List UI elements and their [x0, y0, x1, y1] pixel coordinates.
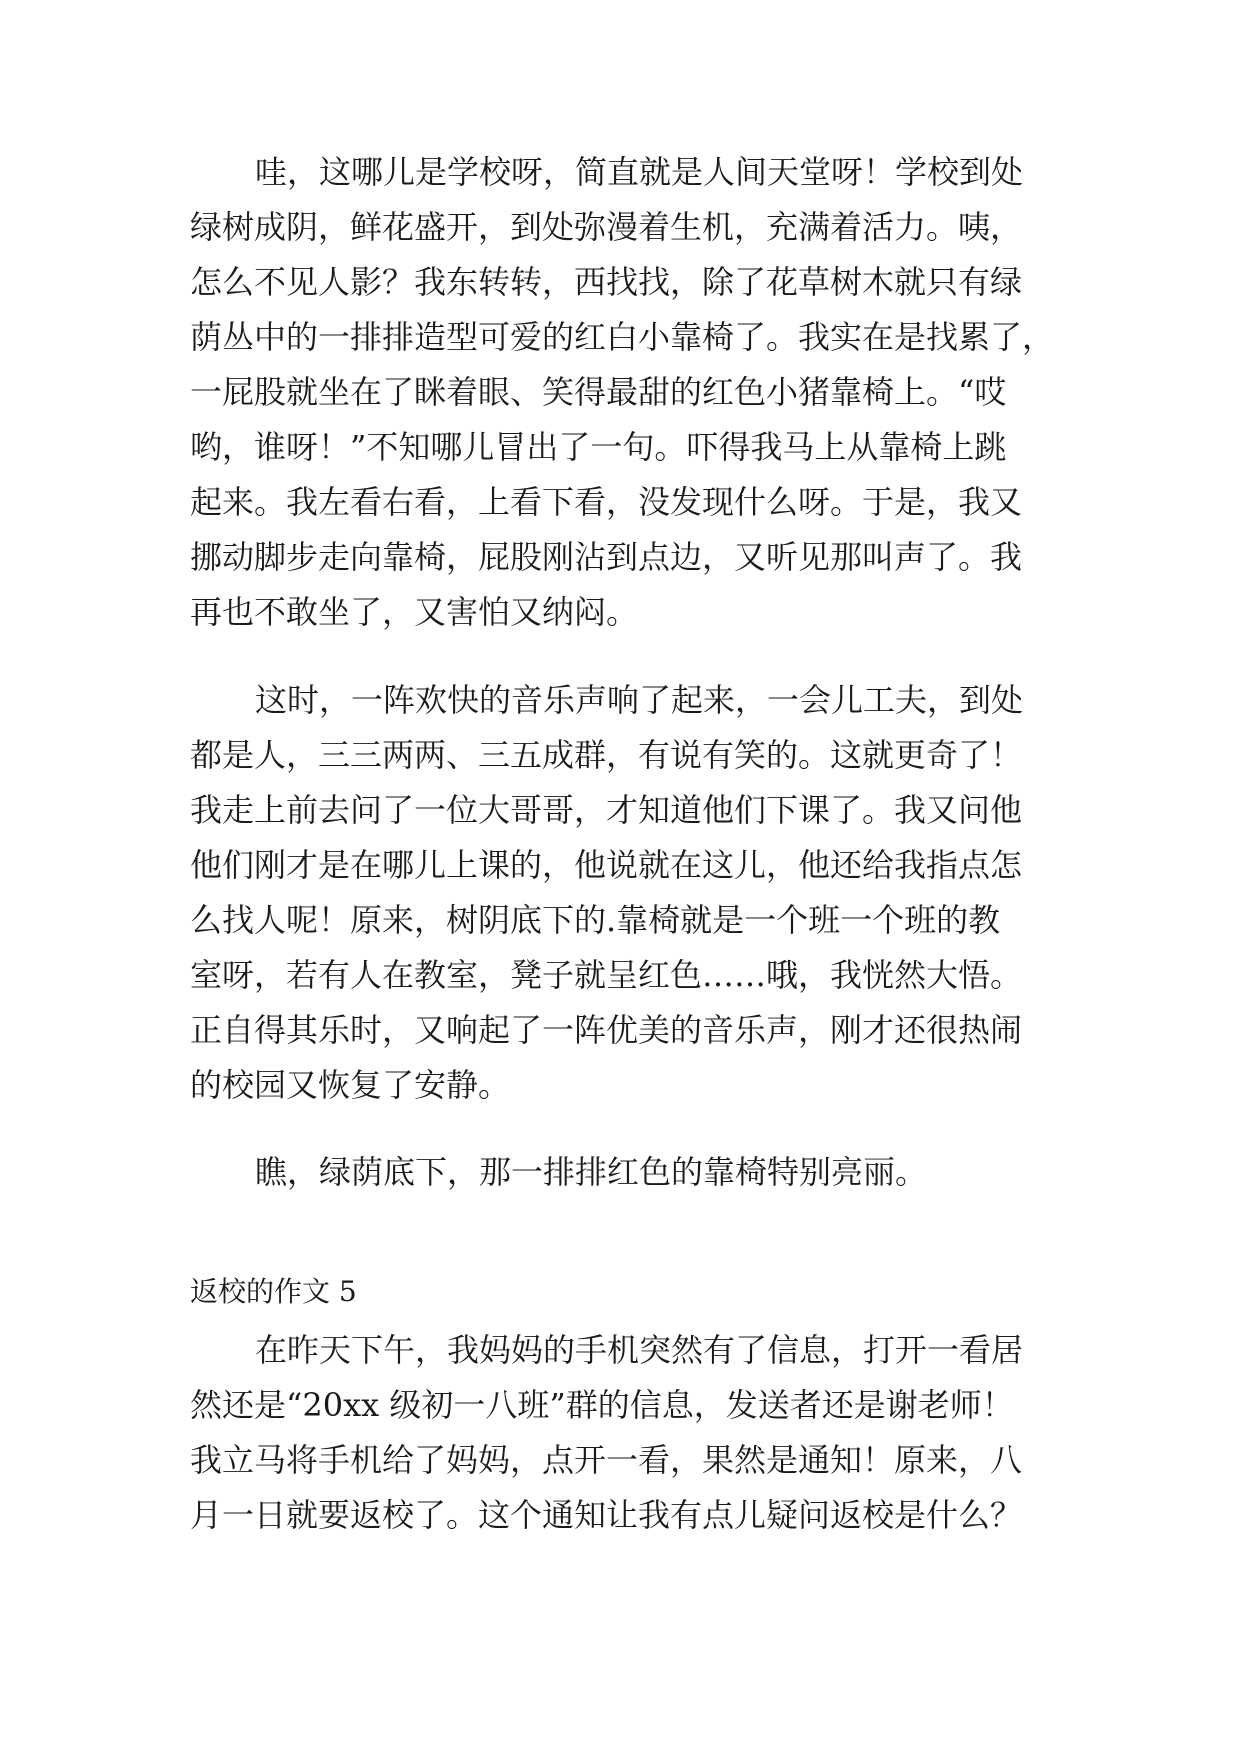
- text-line: 室呀，若有人在教室，凳子就呈红色……哦，我恍然大悟。: [190, 956, 1023, 994]
- text-line: 绿树成阴，鲜花盛开，到处弥漫着生机，充满着活力。咦，: [190, 208, 1023, 246]
- text-line: 他们刚才是在哪儿上课的，他说就在这儿，他还给我指点怎: [190, 846, 1023, 884]
- text-line: 挪动脚步走向靠椅，屁股刚沾到点边，又听见那叫声了。我: [190, 538, 1023, 576]
- text-line: 我立马将手机给了妈妈，点开一看，果然是通知！原来，八: [190, 1441, 1023, 1479]
- text-line: 一屁股就坐在了眯着眼、笑得最甜的红色小猪靠椅上。“哎: [190, 373, 1007, 411]
- text-line: 荫丛中的一排排造型可爱的红白小靠椅了。我实在是找累了，: [190, 318, 1055, 356]
- text-line: 在昨天下午，我妈妈的手机突然有了信息，打开一看居: [255, 1331, 1024, 1369]
- text-line: 哇，这哪儿是学校呀，简直就是人间天堂呀！学校到处: [255, 153, 1024, 191]
- text-line: 月一日就要返校了。这个通知让我有点儿疑问返校是什么？: [190, 1496, 1023, 1534]
- text-line: 然还是“20xx 级初一八班”群的信息，发送者还是谢老师！: [190, 1386, 1014, 1424]
- text-line: 怎么不见人影？我东转转，西找找，除了花草树木就只有绿: [190, 263, 1023, 301]
- text-line: 正自得其乐时，又响起了一阵优美的音乐声，刚才还很热闹: [190, 1011, 1023, 1049]
- text-line: 的校园又恢复了安静。: [190, 1066, 511, 1104]
- text-line: 我走上前去问了一位大哥哥，才知道他们下课了。我又问他: [190, 791, 1023, 829]
- text-line: 再也不敢坐了，又害怕又纳闷。: [190, 593, 639, 631]
- text-line: 么找人呢！原来，树阴底下的.靠椅就是一个班一个班的教: [190, 901, 1001, 939]
- text-line: 哟，谁呀！”不知哪儿冒出了一句。吓得我马上从靠椅上跳: [190, 428, 1007, 466]
- text-line: 起来。我左看右看，上看下看，没发现什么呀。于是，我又: [190, 483, 1023, 521]
- text-line: 这时，一阵欢快的音乐声响了起来，一会儿工夫，到处: [255, 681, 1024, 719]
- section-heading: 返校的作文 5: [190, 1275, 357, 1308]
- text-line: 都是人，三三两两、三五成群，有说有笑的。这就更奇了！: [190, 736, 1023, 774]
- text-line: 瞧，绿荫底下，那一排排红色的靠椅特别亮丽。: [255, 1153, 928, 1191]
